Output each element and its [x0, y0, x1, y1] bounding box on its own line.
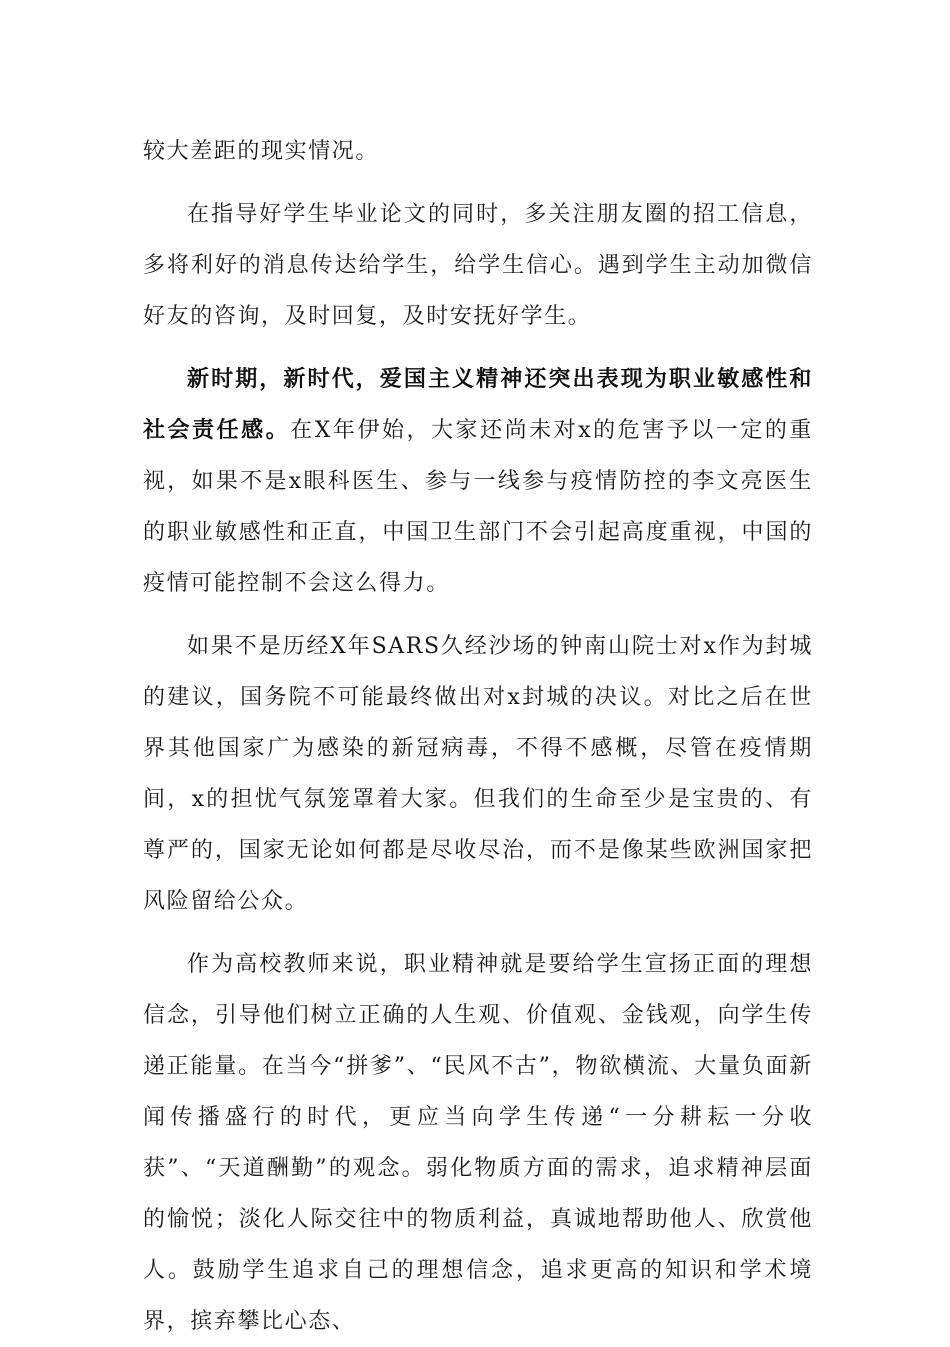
- document-body: [143, 126, 813, 1347]
- paragraph-5: [143, 939, 813, 1347]
- paragraph-3-text: 在X年伊始，大家还尚未对x的危害予以一定的重视，如果不是x眼科医生、参与一线参与疫情防控的李文亮医生的职业敏感性和正直，中国卫生部门不会引起高度重视，中国的疫情可能控制不会这么得力。: [143, 418, 813, 596]
- paragraph-2: [143, 189, 813, 342]
- paragraph-1: [143, 126, 813, 177]
- paragraph-4: [143, 621, 813, 927]
- paragraph-1-text: 较大差距的现实情况。: [143, 139, 380, 164]
- paragraph-4-text: 如果不是历经X年SARS久经沙场的钟南山院士对x作为封城的建议，国务院不可能最终做出对x封城的决议。对比之后在世界其他国家广为感染的新冠病毒，不得不感概，尽管在疫情期间，x的担忧气氛笼罩着大家。但我们的生命至少是宝贵的、有尊严的，国家无论如何都是尽收尽治，而不是像某些欧洲国家把风险留给公众。: [143, 634, 813, 914]
- paragraph-3-bold-lead: 新时期，新时代，爱国主义精神还突出表现为职业敏感性和社会责任感。: [143, 366, 813, 443]
- paragraph-2-text: 在指导好学生毕业论文的同时，多关注朋友圈的招工信息，多将利好的消息传达给学生，给学生信心。遇到学生主动加微信好友的咨询，及时回复，及时安抚好学生。: [143, 202, 813, 329]
- paragraph-5-text: 作为高校教师来说，职业精神就是要给学生宣扬正面的理想信念，引导他们树立正确的人生观、价值观、金钱观，向学生传递正能量。在当今“拼爹”、“民风不古”，物欲横流、大量负面新闻传播盛行的时代，更应当向学生传递“一分耕耘一分收获”、“天道酬勤”的观念。弱化物质方面的需求，追求精神层面的愉悦；淡化人际交往中的物质利益，真诚地帮助他人、欣赏他人。鼓励学生追求自己的理想信念，追求更高的知识和学术境界，摈弃攀比心态、: [143, 952, 813, 1334]
- paragraph-3: [143, 354, 813, 609]
